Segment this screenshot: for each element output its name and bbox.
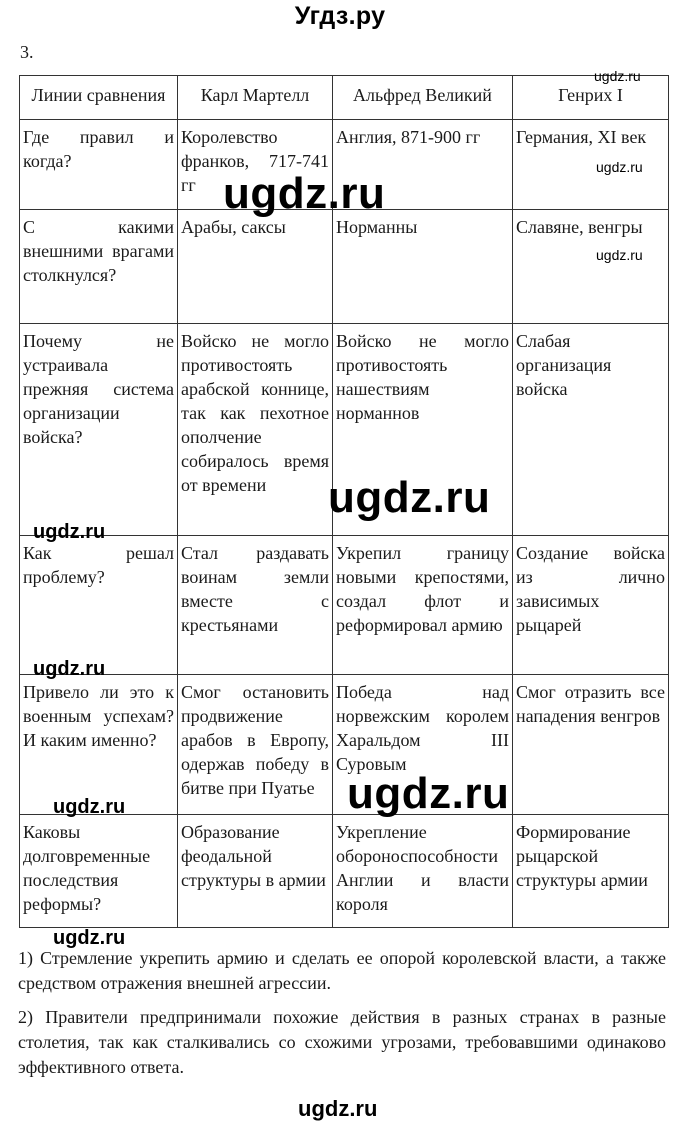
- table-cell: Англия, 871-900 гг: [333, 120, 513, 210]
- table-row: [20, 536, 669, 675]
- watermark: ugdz.ru: [594, 68, 641, 84]
- answers-section: [18, 946, 666, 1089]
- row-label: Почему не устраивала прежняя система организации войска?: [20, 324, 178, 536]
- table-cell: Слабая организация войска: [513, 324, 669, 536]
- row-label: С какими внешними врагами столкнулся?: [20, 210, 178, 324]
- table-cell: Норманны: [333, 210, 513, 324]
- answer-paragraph: 2) Правители предпринимали похожие действия в разных странах в разные столетия, так как сталкивались со схожими угрозами, требовавшими одинаково эффективного ответа.: [18, 1007, 666, 1077]
- table-cell: Арабы, саксы: [178, 210, 333, 324]
- column-header: Альфред Великий: [333, 76, 513, 120]
- table-cell: Формирование рыцарской структуры армии: [513, 815, 669, 928]
- watermark: ugdz.ru: [328, 473, 491, 522]
- table-cell: Славяне, венгры: [513, 210, 669, 324]
- table-header-row: [20, 76, 669, 120]
- table-cell: Германия, XI век: [513, 120, 669, 210]
- answer-paragraph: 1) Стремление укрепить армию и сделать ее опорой королевской власти, а также средством отражения внешней агрессии.: [18, 948, 666, 993]
- watermark: ugdz.ru: [53, 927, 126, 949]
- watermark: ugdz.ru: [596, 247, 643, 263]
- watermark: ugdz.ru: [33, 658, 106, 680]
- row-label: Где правил и когда?: [20, 120, 178, 210]
- table-cell: Войско не могло противостоять арабской коннице, так как пехотное ополчение собиралось время от времени: [178, 324, 333, 536]
- table-cell: Смог отразить все нападения венгров: [513, 675, 669, 815]
- row-label: Как решал проблему?: [20, 536, 178, 675]
- table-cell: Создание войска из лично зависимых рыцарей: [513, 536, 669, 675]
- watermark: ugdz.ru: [33, 521, 106, 543]
- row-label: Привело ли это к военным успехам? И каким именно?: [20, 675, 178, 815]
- task-number: 3.: [20, 42, 34, 62]
- watermark: ugdz.ru: [223, 169, 386, 218]
- watermark: ugdz.ru: [53, 796, 126, 818]
- table-cell: Образование феодальной структуры в армии: [178, 815, 333, 928]
- column-header: Карл Мартелл: [178, 76, 333, 120]
- table-row: [20, 210, 669, 324]
- table-row: [20, 675, 669, 815]
- table-row: [20, 815, 669, 928]
- column-header: Линии сравнения: [20, 76, 178, 120]
- table-cell: Королевство франков, 717-741 гг: [178, 120, 333, 210]
- table-cell: Смог остановить продвижение арабов в Европу, одержав победу в битве при Пуатье: [178, 675, 333, 815]
- site-title: Угдз.ру: [294, 2, 386, 30]
- table-cell: Укрепил границу новыми крепостями, создал флот и реформировал армию: [333, 536, 513, 675]
- table-cell: Укрепление обороноспособности Англии и власти короля: [333, 815, 513, 928]
- watermark: ugdz.ru: [596, 159, 643, 175]
- table-cell: Стал раздавать воинам земли вместе с крестьянами: [178, 536, 333, 675]
- watermark: ugdz.ru: [298, 1096, 378, 1121]
- column-header: Генрих I: [513, 76, 669, 120]
- watermark: ugdz.ru: [347, 769, 510, 818]
- table-cell: Войско не могло противостоять нашествиям норманнов: [333, 324, 513, 536]
- row-label: Каковы долговременные последствия реформы?: [20, 815, 178, 928]
- table-cell: Победа над норвежским королем Харальдом III Суровым: [333, 675, 513, 815]
